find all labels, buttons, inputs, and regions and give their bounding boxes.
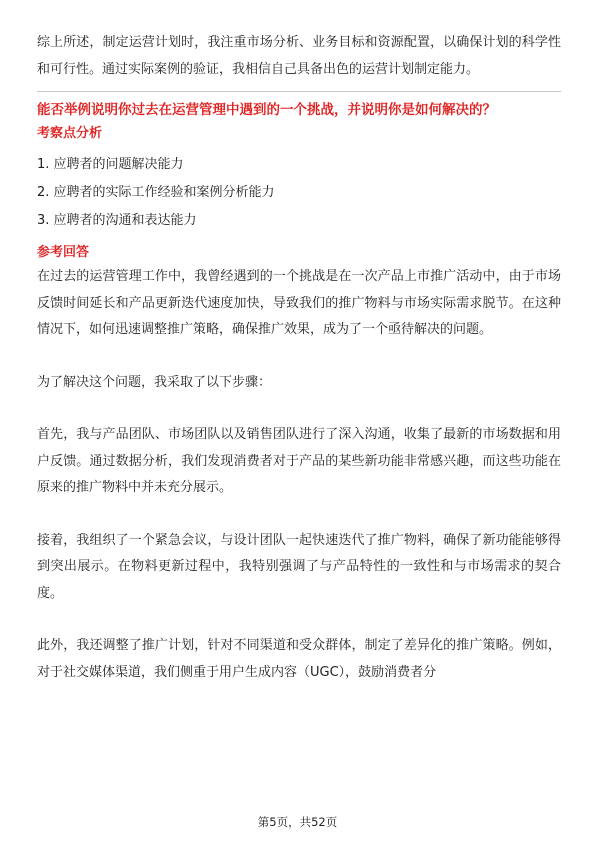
analysis-point-1: 1. 应聘者的问题解决能力 bbox=[37, 157, 184, 172]
answer-paragraph-3: 首先，我与产品团队、市场团队以及销售团队进行了深入沟通，收集了最新的市场数据和用户反馈。通过数据分析，我们发现消费者对于产品的某些新功能非常感兴趣，而这些功能在原来的推广物料中并未充分展示。 bbox=[37, 427, 561, 495]
answer-title: 参考回答 bbox=[37, 245, 90, 260]
page-number-footer: 第5页，共52页 bbox=[257, 815, 338, 829]
answer-paragraph-2: 为了解决这个问题，我采取了以下步骤： bbox=[37, 374, 272, 390]
answer-paragraph-1: 在过去的运营管理工作中，我曾经遇到的一个挑战是在一次产品上市推广活动中，由于市场反馈时间延长和产品更新迭代速度加快，导致我们的推广物料与市场实际需求脱节。在这种情况下，如何迅速调整推广策略，确保推广效果，成为了一个亟待解决的问题。 bbox=[37, 269, 561, 337]
document-page bbox=[37, 30, 561, 686]
answer-paragraph-5: 此外，我还调整了推广计划，针对不同渠道和受众群体，制定了差异化的推广策略。例如，对于社交媒体渠道，我们侧重于用户生成内容（UGC），鼓励消费者分 bbox=[37, 638, 561, 680]
analysis-point-2: 2. 应聘者的实际工作经验和案例分析能力 bbox=[37, 185, 275, 200]
section-divider bbox=[37, 91, 561, 92]
analysis-title: 考察点分析 bbox=[37, 126, 103, 141]
intro-paragraph: 综上所述，制定运营计划时，我注重市场分析、业务目标和资源配置，以确保计划的科学性和可行性。通过实际案例的验证，我相信自己具备出色的运营计划制定能力。 bbox=[37, 35, 561, 77]
question-heading: 能否举例说明你过去在运营管理中遇到的一个挑战，并说明你是如何解决的？ bbox=[37, 102, 496, 118]
answer-paragraph-4: 接着，我组织了一个紧急会议，与设计团队一起快速迭代了推广物料，确保了新功能能够得到突出展示。在物料更新过程中，我特别强调了与产品特性的一致性和与市场需求的契合度。 bbox=[37, 532, 561, 601]
analysis-point-3: 3. 应聘者的沟通和表达能力 bbox=[37, 213, 197, 228]
